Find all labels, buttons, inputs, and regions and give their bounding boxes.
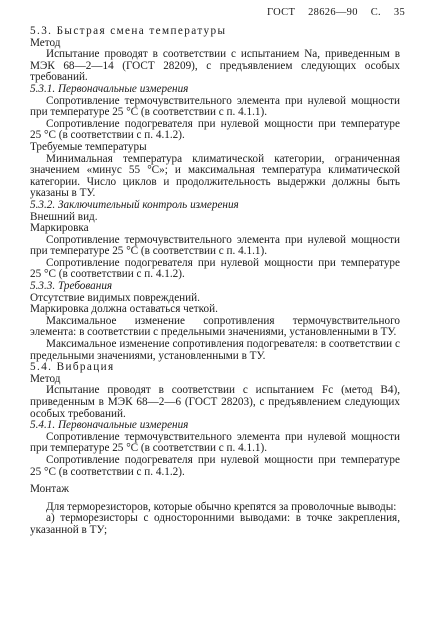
- page-header: [257, 7, 405, 18]
- mounting-label: Монтаж: [30, 483, 69, 496]
- section-5-4-1-paragraph-1: Сопротивление термочувствительного элемента при нулевой мощности при температуре 25 °C (в соответствии с п. 4.1.1).: [30, 430, 400, 455]
- section-5-4-method-label: Метод: [30, 372, 61, 385]
- section-5-3-1-title: 5.3.1. Первоначальные измерения: [30, 82, 189, 95]
- section-5-4-title: 5.4. Вибрация: [30, 361, 115, 374]
- section-5-3-2-title: 5.3.2. Заключительный контроль измерения: [30, 198, 239, 211]
- page-number: 35: [393, 7, 405, 18]
- section-5-3-1-paragraph-2: Сопротивление подогревателя при нулевой мощности при температуре 25 °C (в соответствии с п. 4.1.2).: [30, 117, 400, 142]
- section-5-3-method-label: Метод: [30, 36, 61, 49]
- page-mark: С.: [370, 7, 381, 18]
- section-5-3-2-paragraph-1: Сопротивление термочувствительного элемента при нулевой мощности при температуре 25 °C (в соответствии с п. 4.1.1).: [30, 233, 400, 258]
- section-5-3-1-paragraph-1: Сопротивление термочувствительного элемента при нулевой мощности при температуре 25 °C (в соответствии с п. 4.1.1).: [30, 94, 400, 119]
- required-temperatures-label: Требуемые температуры: [30, 140, 147, 153]
- standard-label: ГОСТ: [267, 7, 296, 18]
- document-body: [30, 26, 400, 537]
- section-5-3-title: 5.3. Быстрая смена температуры: [30, 25, 227, 37]
- section-5-3-3-title: 5.3.3. Требования: [30, 280, 113, 293]
- section-5-3-3-paragraph-2: Маркировка должна оставаться четкой.: [30, 303, 218, 316]
- section-5-4-1-paragraph-2: Сопротивление подогревателя при нулевой мощности при температуре 25 °C (в соответствии с п. 4.1.2).: [30, 453, 400, 478]
- section-5-4-method-text: Испытание проводят в соответствии с испытанием Fc (метод B4), приведенным в МЭК 68—2—6 (ГОСТ 28203), с предъявлением следующих особых требований.: [30, 384, 400, 420]
- section-5-3-3-paragraph-4: Максимальное изменение сопротивления подогревателя: в соответствии с предельными значениями, установленными в ТУ.: [30, 338, 400, 362]
- mounting-text: Для терморезисторов, которые обычно крепятся за проволочные выводы:: [46, 500, 397, 513]
- section-5-3-3-paragraph-1: Отсутствие видимых повреждений.: [30, 291, 200, 304]
- section-5-3-2-visual: Внешний вид.: [30, 210, 98, 223]
- standard-number: 28626—90: [308, 7, 358, 18]
- section-5-3-method-text: Испытание проводят в соответствии с испытанием Na, приведенным в МЭК 68—2—14 (ГОСТ 28209), с предъявлением следующих особых требований.: [30, 48, 400, 84]
- section-5-3-2-paragraph-2: Сопротивление подогревателя при нулевой мощности при температуре 25 °C (в соответствии с п. 4.1.2).: [30, 256, 400, 281]
- section-5-3-2-marking: Маркировка: [30, 222, 89, 235]
- section-5-3-3-paragraph-3: Максимальное изменение сопротивления термочувствительного элемента: в соответствии с предельными значениями, установленными в ТУ.: [30, 314, 400, 339]
- required-temperatures-text: Минимальная температура климатической категории, ограниченная значением «минус 55 °C»; и максимальная температура климатической категории. Число циклов и продолжительность выдержки должны быть указаны в ТУ.: [30, 152, 400, 200]
- section-5-4-1-title: 5.4.1. Первоначальные измерения: [30, 419, 189, 432]
- mounting-item-a: а) терморезисторы с односторонними выводами: в точке закрепления, указанной в ТУ;: [30, 512, 400, 536]
